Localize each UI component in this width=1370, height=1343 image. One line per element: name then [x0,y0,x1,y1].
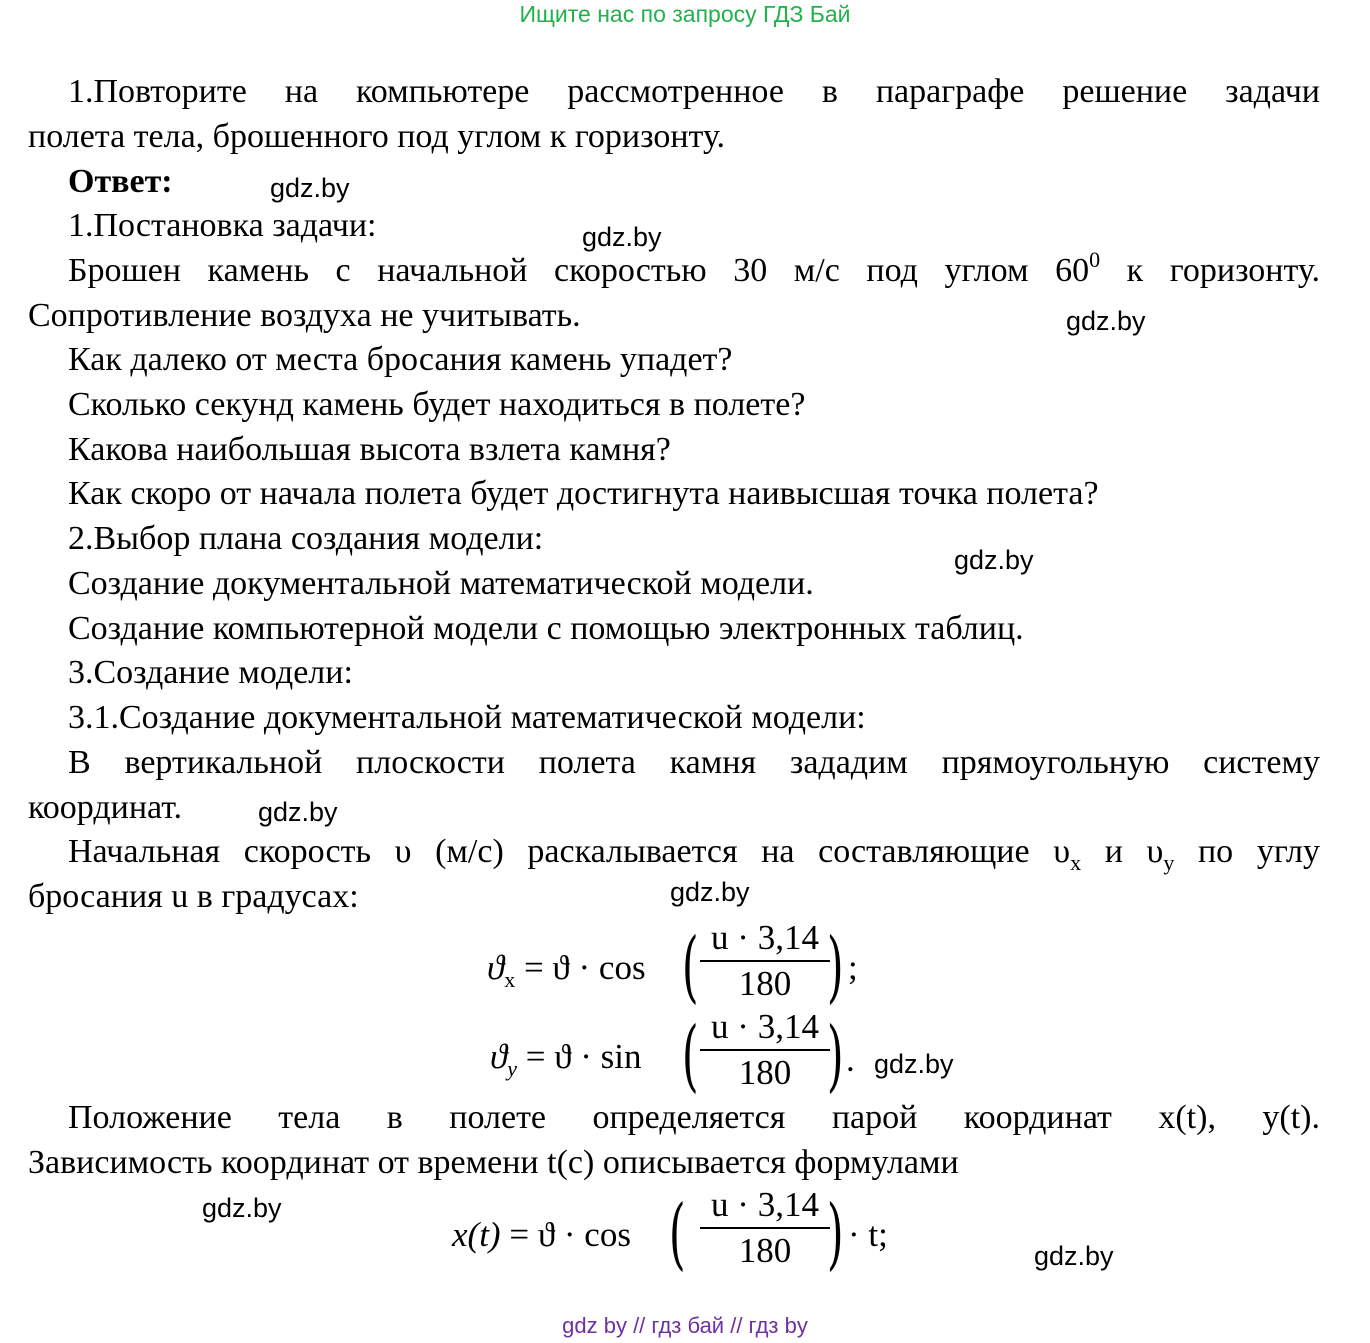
watermark: gdz.by [670,877,750,907]
formula-vx-sub: x [504,967,516,992]
velocity-text-c: по углу [1174,833,1320,870]
formula-vy-lhs: ϑ [490,1037,508,1076]
position-line-2: Зависимость координат от времени t(c) описывается формулами [28,1144,959,1181]
watermark: gdz.by [270,173,350,203]
formula-xt-denominator: 180 [738,1231,792,1270]
question-1: Как далеко от места бросания камень упадет? [68,341,733,378]
formula-vx-left-paren: ( [681,922,699,1012]
formula-vy-left-paren: ( [681,1011,699,1101]
problem-text-b: к горизонту. [1100,252,1320,289]
velocity-text-b: и υ [1081,833,1164,870]
formula-vy-sub: y [507,1056,517,1081]
formula-xt-numerator: u · 3,14 [711,1185,819,1224]
formula-vx-numerator: u · 3,14 [711,918,819,957]
question-4: Как скоро от начала полета будет достигнута наивысшая точка полета? [68,475,1099,512]
watermark: gdz.by [954,545,1034,575]
watermark: gdz.by [582,222,662,252]
problem-line-1 [68,247,1320,294]
question-2: Сколько секунд камень будет находиться в полете? [68,386,806,423]
step-3-1-title: 3.1.Создание документальной математической модели: [68,699,866,736]
vx-subscript: x [1070,850,1082,875]
problem-line-2: Сопротивление воздуха не учитывать. [28,297,581,334]
formula-xt-left-paren: ( [668,1189,686,1279]
footer-text: gdz by // гдз бай // гдз by [562,1313,808,1338]
formula-xt-fraction [700,1185,830,1271]
footer-links[interactable] [0,1313,1370,1339]
watermark: gdz.by [258,797,338,827]
problem-text-a: Брошен камень с начальной скоростью 30 м/с под углом 60 [68,252,1090,289]
coord-line-1: В вертикальной плоскости полета камня зададим прямоугольную систему [68,744,1320,781]
question-3: Какова наибольшая высота взлета камня? [68,431,671,468]
formula-vx-end: ; [848,948,858,987]
answer-label: Ответ: [68,163,173,200]
formula-vy-denominator: 180 [738,1053,792,1092]
vy-subscript: y [1163,850,1175,875]
formula-vy-right-paren: ) [826,1011,844,1101]
banner-text: Ищите нас по запросу ГДЗ Бай [519,1,851,27]
formula-vx-denominator: 180 [738,964,792,1003]
velocity-text-a: Начальная скорость υ (м/с) раскалывается на составляющие υ [68,833,1071,870]
step-2-title: 2.Выбор плана создания модели: [68,520,544,557]
task-line-2: полета тела, брошенного под углом к горизонту. [28,118,726,155]
formula-xt-lhs: x(t) [452,1215,501,1254]
position-line-1: Положение тела в полете определяется парой координат x(t), y(t). [68,1099,1320,1136]
formula-xt-eq: = ϑ · cos [500,1215,631,1254]
degree-superscript: 0 [1089,247,1101,272]
formula-vx-lhs: ϑ [487,948,505,987]
watermark: gdz.by [874,1049,954,1079]
watermark: gdz.by [1034,1241,1114,1271]
fraction-bar [700,1227,830,1229]
plan-item-2: Создание компьютерной модели с помощью электронных таблиц. [68,610,1024,647]
formula-vy-eq: = ϑ · sin [516,1037,642,1076]
search-banner[interactable] [0,0,1370,28]
formula-vy-numerator: u · 3,14 [711,1007,819,1046]
plan-item-1: Создание документальной математической модели. [68,565,814,602]
formula-vy-end: . [846,1040,855,1079]
watermark: gdz.by [202,1193,282,1223]
watermark: gdz.by [1066,306,1146,336]
formula-xt-right-paren: ) [826,1189,844,1279]
step-3-title: 3.Создание модели: [68,654,353,691]
formula-vx-right-paren: ) [826,922,844,1012]
formula-vy-fraction [700,1007,830,1093]
step-1-title: 1.Постановка задачи: [68,207,377,244]
velocity-line-1 [68,832,1320,875]
formula-xt-end: · t; [848,1215,888,1254]
coord-line-2: координат. [28,789,183,826]
formula-vx-eq: = ϑ · cos [515,948,646,987]
fraction-bar [700,960,830,962]
task-line-1: 1.Повторите на компьютере рассмотренное в параграфе решение задачи [68,73,1320,110]
formula-vx-fraction [700,918,830,1004]
fraction-bar [700,1049,830,1051]
velocity-line-2: бросания u в градусах: [28,878,359,915]
